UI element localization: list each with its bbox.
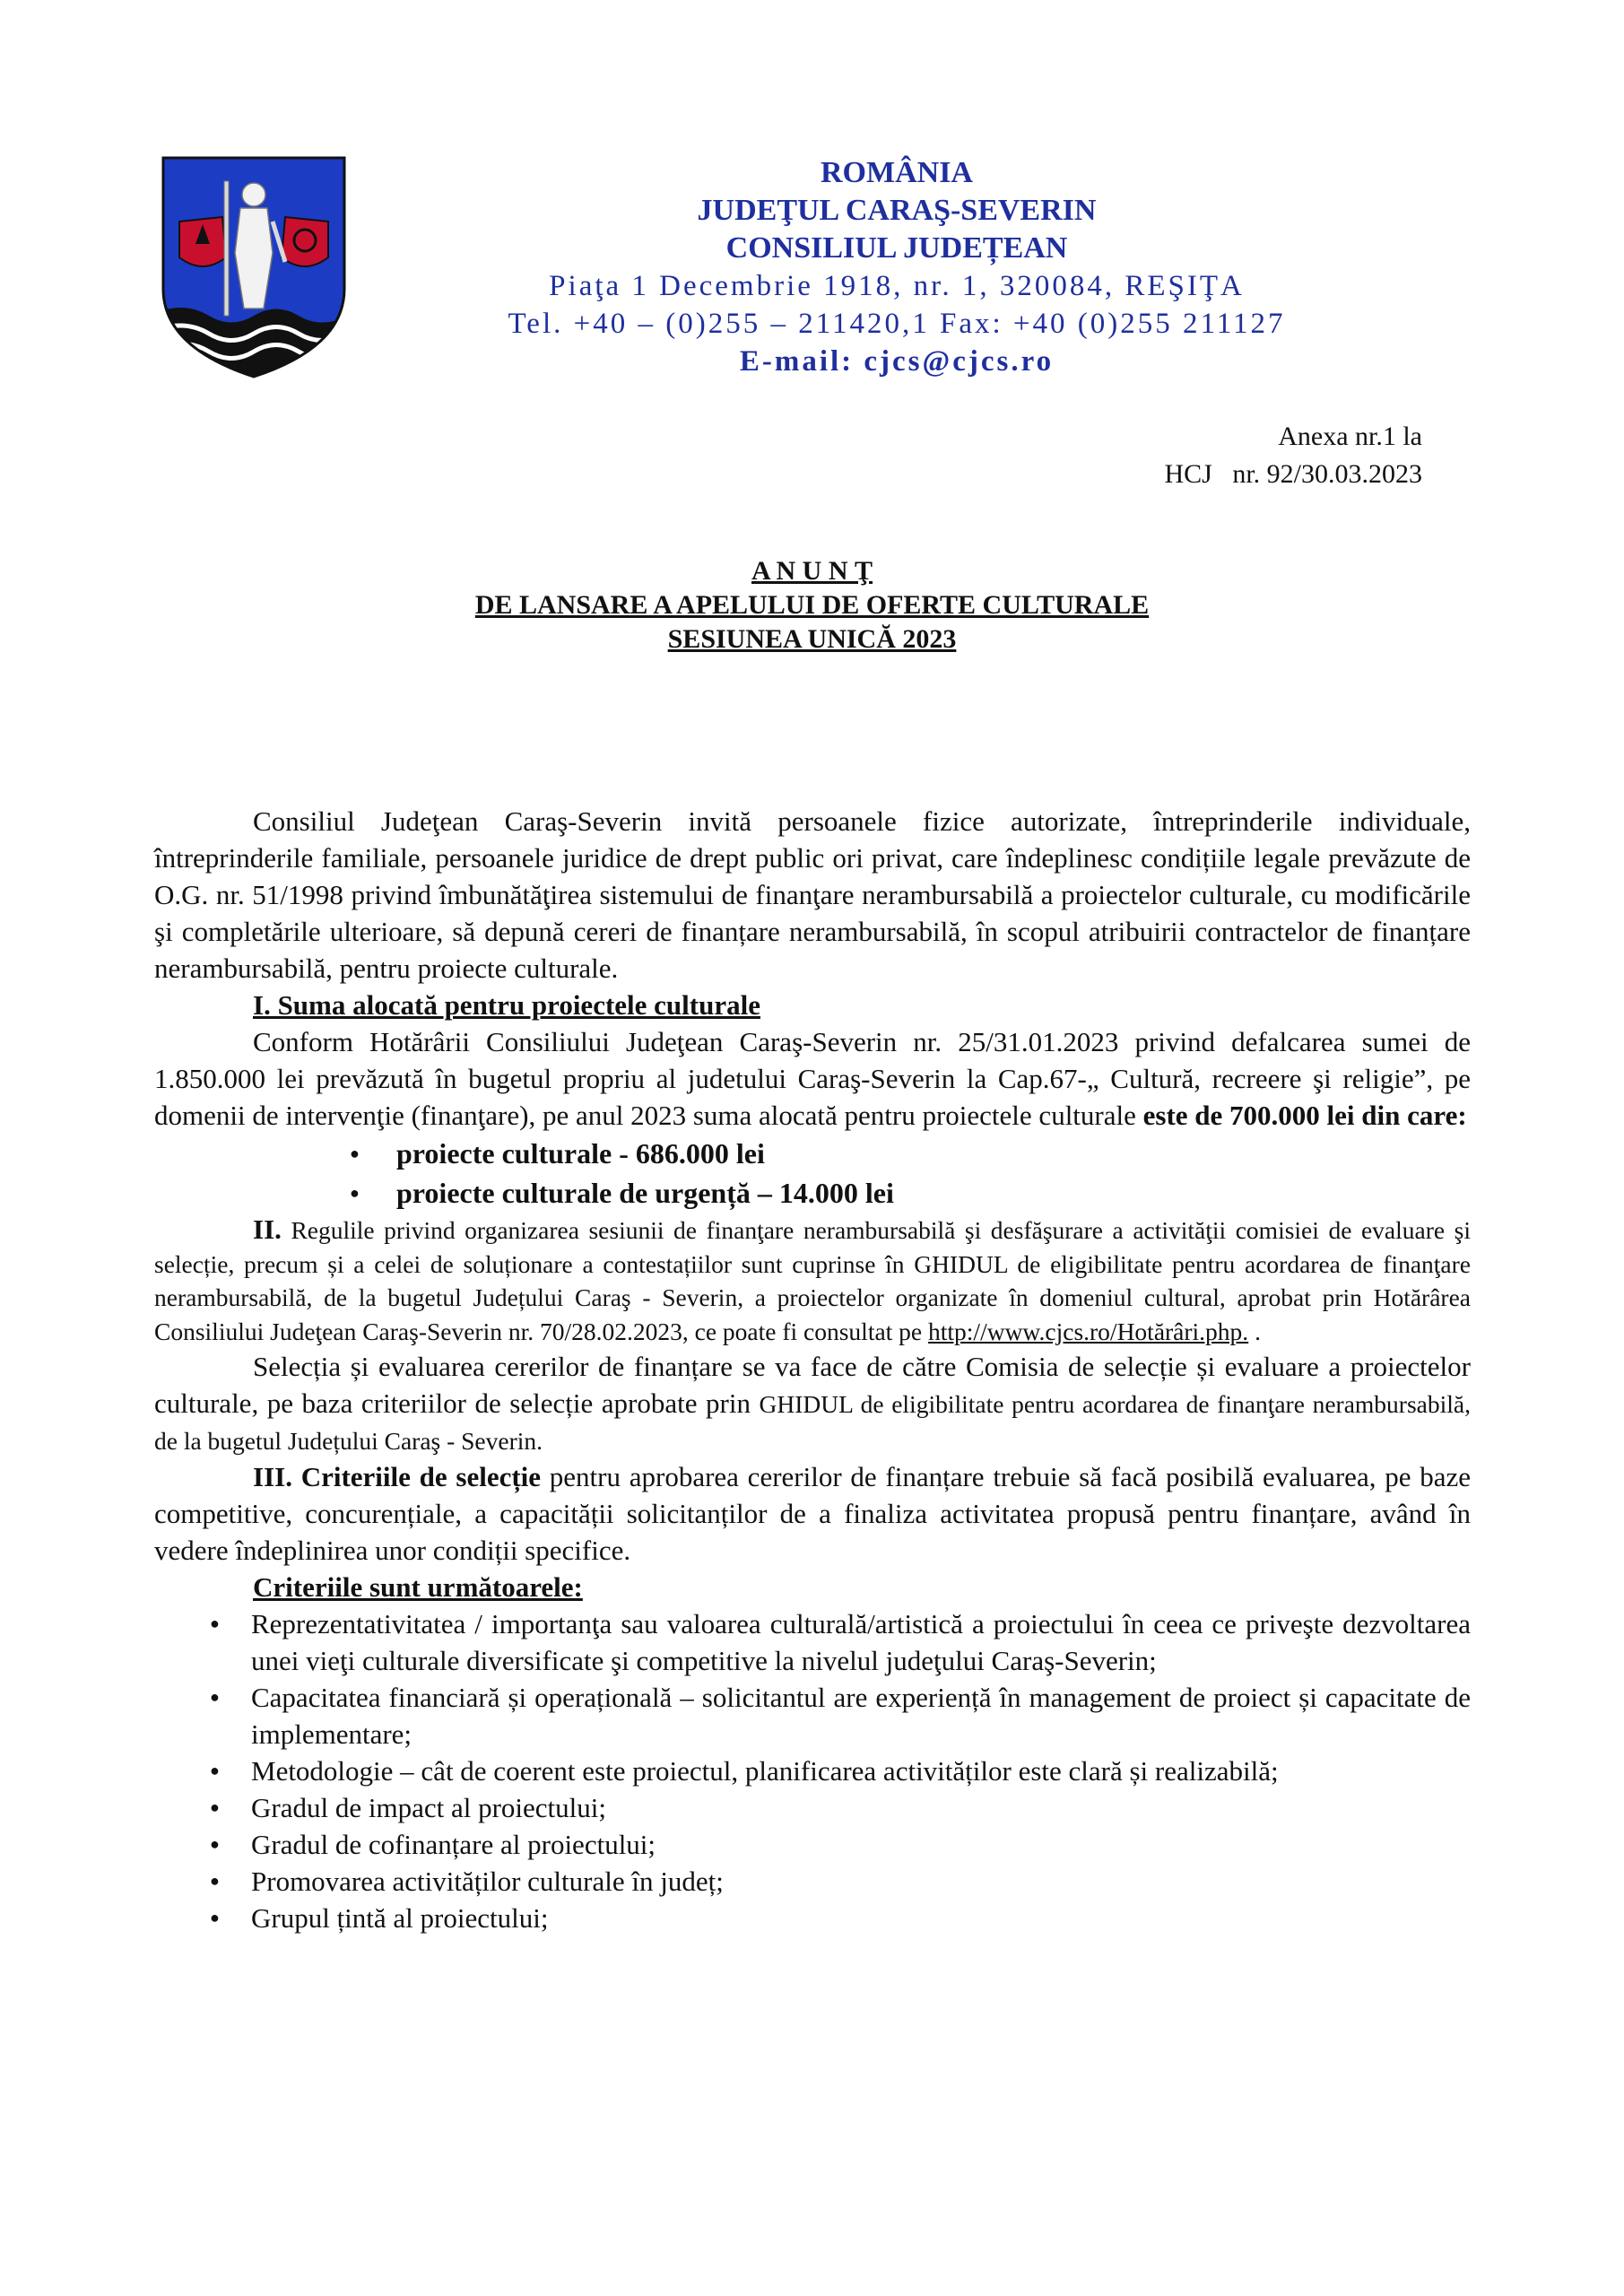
section-3-label: III. Criteriile de selecție bbox=[253, 1461, 542, 1492]
document-title bbox=[0, 554, 1624, 657]
coat-of-arms-icon bbox=[160, 154, 348, 380]
section-2-text-end: . bbox=[1248, 1317, 1261, 1345]
section-2-paragraph-2 bbox=[154, 1348, 1471, 1458]
list-item: ● Promovarea activităților culturale în județ; bbox=[210, 1863, 1471, 1900]
section-1-paragraph bbox=[154, 1023, 1471, 1134]
list-item: ● Metodologie – cât de coerent este proiectul, planificarea activităților este clară și realizabilă; bbox=[210, 1752, 1471, 1789]
intro-paragraph: Consiliul Judeţean Caraş-Severin invită persoanele fizice autorizate, întreprinderile individuale, întreprinderile familiale, persoanele juridice de drept public ori privat, care îndeplinesc condițiile legale prevăzute de O.G. nr. 51/1998 privind îmbunătăţirea sistemului de finanţare nerambursabilă a proiectelor culturale, cu modificările şi completările ulterioare, să depună cereri de finanțare nerambursabilă, în scopul atribuirii contractelor de finanțare nerambursabilă, pentru proiecte culturale. bbox=[154, 805, 1471, 984]
title-line-1: A N U N Ţ bbox=[751, 556, 873, 586]
section-2-p2-guide: GHIDUL de eligibilitate pentru acordarea de finanţare nerambursabilă, de la bugetul Județului Caraş - Severin. bbox=[154, 1390, 1471, 1455]
title-line-3: SESIUNEA UNICĂ 2023 bbox=[667, 624, 957, 654]
section-1-total: este de 700.000 lei din care: bbox=[1142, 1100, 1467, 1131]
list-item: ● Gradul de cofinanțare al proiectului; bbox=[210, 1826, 1471, 1863]
list-item: ● Gradul de impact al proiectului; bbox=[210, 1789, 1471, 1826]
council-name: CONSILIUL JUDEȚEAN bbox=[725, 231, 1068, 265]
cjcs-decisions-link[interactable]: http://www.cjcs.ro/Hotărâri.php. bbox=[928, 1317, 1249, 1345]
list-item: ● proiecte culturale - 686.000 lei bbox=[350, 1134, 1471, 1173]
section-2-text: Regulile privind organizarea sesiunii de finanţare nerambursabilă şi desfăşurare a activităţii comisiei de evaluare şi selecție, precum și a celei de soluționare a contestațiilor sunt cuprinse în GHIDUL de eligibilitate pentru acordarea de finanţare nerambursabilă, de la bugetul Județului Caraş - Severin, a proiectelor organizate în domeniul cultural, aprobat prin Hotărârea Consiliului Judeţean Caraş-Severin nr. 70/28.02.2023, ce poate fi consultat pe bbox=[154, 1216, 1471, 1345]
institution-header bbox=[395, 154, 1399, 380]
annex-reference bbox=[1164, 418, 1422, 493]
section-1-text: Conform Hotărârii Consiliului Judeţean Caraş-Severin nr. 25/31.01.2023 privind defalcarea sumei de 1.850.000 lei prevăzută în bugetul propriu al judetului Caraş-Severin la Cap.67-„ Cultură, recreere şi religie”, pe domenii de intervenţie (finanţare), pe anul 2023 suma alocată pentru proiectele culturale bbox=[154, 1026, 1471, 1131]
document-body bbox=[154, 803, 1471, 1936]
section-2-label: II. bbox=[253, 1213, 282, 1245]
list-item: ● Capacitatea financiară și operațională – solicitantul are experiență în management de proiect și capacitate de implementare; bbox=[210, 1679, 1471, 1752]
section-2-p2-text: Selecția și evaluarea cererilor de finanțare se va face de către Comisia de selecție și evaluare a proiectelor culturale, pe baza criteriilor de selecție aprobate prin bbox=[154, 1351, 1471, 1419]
list-item: ● Reprezentativitatea / importanţa sau valoarea culturală/artistică a proiectului în ceea ce priveşte dezvoltarea unei vieţi culturale diversificate şi competitive la nivelul judeţului Caraş-Severin; bbox=[210, 1605, 1471, 1679]
criteria-heading: Criteriile sunt următoarele: bbox=[253, 1571, 583, 1603]
section-2-paragraph bbox=[154, 1213, 1471, 1348]
section-3-text: pentru aprobarea cererilor de finanțare trebuie să facă posibilă evaluarea, pe baze competitive, concurențiale, a capacității solicitanților de a finaliza activitatea propusă pentru finanțare, având în vedere îndeplinirea unor condiții specifice. bbox=[154, 1461, 1471, 1566]
list-item: ● proiecte culturale de urgență – 14.000 lei bbox=[350, 1173, 1471, 1213]
section-1-heading: I. Suma alocată pentru proiectele culturale bbox=[253, 989, 760, 1021]
address: Piaţa 1 Decembrie 1918, nr. 1, 320084, REŞIŢA bbox=[549, 270, 1245, 302]
list-item: ● Grupul țintă al proiectului; bbox=[210, 1900, 1471, 1936]
annex-line-1: Anexa nr.1 la bbox=[1278, 422, 1422, 451]
section-3-paragraph bbox=[154, 1458, 1471, 1569]
criteria-list bbox=[154, 1605, 1471, 1936]
county-name: JUDEŢUL CARAŞ-SEVERIN bbox=[697, 194, 1097, 227]
annex-line-2: HCJ nr. 92/30.03.2023 bbox=[1164, 459, 1422, 489]
budget-list bbox=[154, 1134, 1471, 1213]
country-name: ROMÂNIA bbox=[821, 156, 973, 189]
title-line-2: DE LANSARE A APELULUI DE OFERTE CULTURALE bbox=[474, 590, 1150, 620]
phone-fax: Tel. +40 – (0)255 – 211420,1 Fax: +40 (0)255 211127 bbox=[508, 308, 1286, 340]
email: E-mail: cjcs@cjcs.ro bbox=[739, 345, 1055, 378]
